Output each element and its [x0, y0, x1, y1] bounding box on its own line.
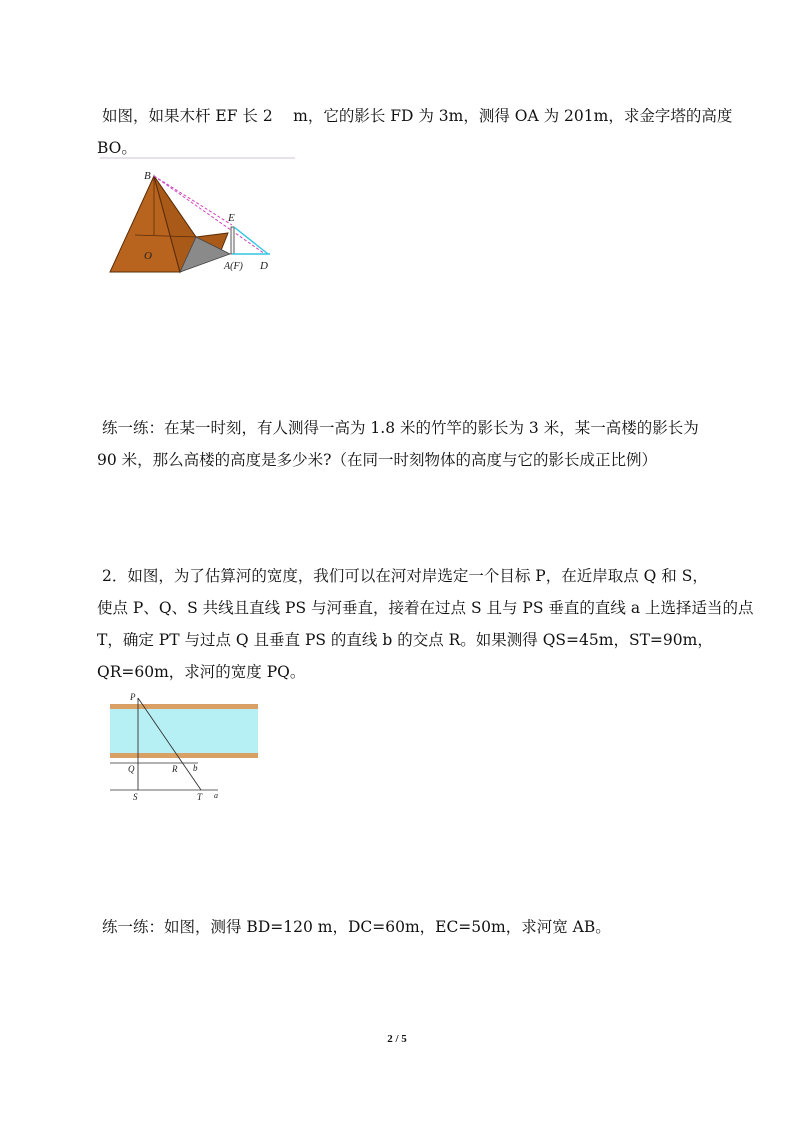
problem-1-line-2: BO。	[97, 139, 137, 157]
pyramid-figure	[100, 155, 300, 280]
label-d: D	[260, 260, 268, 272]
practice-1-line-1: 练一练：在某一时刻，有人测得一高为 1.8 米的竹竿的影长为 3 米，某一高楼的影长为	[102, 419, 699, 437]
practice-1-text	[97, 412, 722, 476]
far-bank	[110, 704, 258, 709]
shadow-line-ed	[234, 227, 268, 254]
problem-2-text	[97, 560, 754, 688]
pole-ef	[231, 227, 234, 254]
label-e: E	[228, 212, 235, 224]
label-a: a	[214, 791, 218, 800]
label-b-line: b	[193, 763, 198, 773]
practice-2-line-1: 练一练：如图，测得 BD=120 m，DC=60m，EC=50m，求河宽 AB。	[102, 918, 611, 936]
river-diagram	[108, 690, 260, 805]
problem-2-line-2: 使点 P、Q、S 共线且直线 PS 与河垂直，接着在过点 S 且与 PS 垂直的直线 a 上选择适当的点	[97, 599, 754, 617]
problem-1-line-1: 如图，如果木杆 EF 长 2 m，它的影长 FD 为 3m，测得 OA 为 201m，求金字塔的高度	[102, 107, 733, 125]
practice-1-line-2: 90 米，那么高楼的高度是多少米?（在同一时刻物体的高度与它的影长成正比例）	[97, 451, 657, 469]
river-figure	[108, 690, 260, 805]
label-af: A(F)	[224, 261, 243, 272]
label-r: R	[172, 764, 178, 774]
problem-2-line-1: 2．如图，为了估算河的宽度，我们可以在河对岸选定一个目标 P，在近岸取点 Q 和 S，	[102, 567, 708, 585]
river	[110, 709, 258, 753]
label-b: B	[144, 170, 151, 182]
near-bank	[110, 753, 258, 758]
label-p: P	[130, 692, 136, 702]
page-number: 2 / 5	[387, 1033, 407, 1045]
label-q: Q	[128, 764, 135, 774]
problem-2-line-3: T，确定 PT 与过点 Q 且垂直 PS 的直线 b 的交点 R。如果测得 QS=45m，ST=90m，	[97, 631, 713, 649]
label-o: O	[144, 250, 152, 262]
pyramid-diagram	[100, 155, 300, 280]
problem-2-line-4: QR=60m，求河的宽度 PQ。	[97, 663, 306, 681]
label-s: S	[133, 792, 138, 802]
label-t: T	[197, 792, 203, 802]
practice-2-text	[102, 911, 722, 943]
